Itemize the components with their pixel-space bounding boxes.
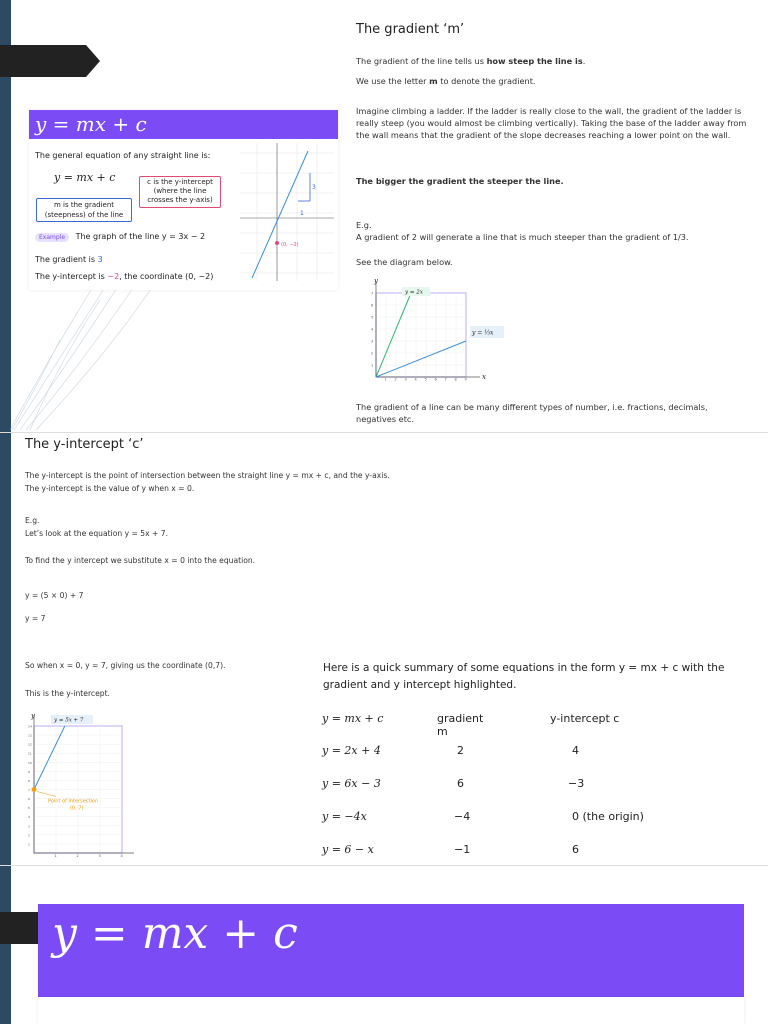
legend-steep: y = 2x [405, 289, 423, 296]
table-row [322, 810, 742, 826]
table-cell: 6 [572, 843, 579, 856]
table-row [322, 744, 742, 760]
example-pill: Example [35, 233, 69, 242]
slide-tag-arrow [0, 912, 38, 944]
y-tick-label: 6 [28, 797, 30, 802]
x-tick-label: 5 [424, 377, 427, 382]
y-tick-label: 3 [28, 824, 30, 829]
y-tick-label: 3 [371, 339, 374, 344]
x-tick-label: 1 [384, 377, 387, 382]
y-tick-label: 4 [371, 327, 374, 332]
y-tick-label: 1 [371, 363, 374, 368]
gradient-p3: Imagine climbing a ladder. If the ladder is really close to the wall, the gradient of the ladder is really steep (you would almost be climbing vertically). Taking the base of the ladder away from the wall means that the gradient of the slope decreases reaching a lower point on the wall. [356, 106, 747, 140]
gradient-explanation [350, 15, 750, 430]
y-axis-label: y [31, 713, 35, 720]
table-cell: 6 [457, 777, 464, 790]
table-header-row [322, 712, 742, 738]
plot-frame [376, 293, 466, 377]
slide-formula [0, 866, 768, 1024]
y-tick-label: 12 [28, 742, 32, 747]
gradient-p6: A gradient of 2 will generate a line that is much steeper than the gradient of 1/3. [356, 232, 689, 242]
yint-p2: E.g. [25, 516, 40, 525]
yint-p4: To find the y intercept we substitute x = 0 into the equation. [25, 556, 256, 565]
y-tick-label: 2 [371, 351, 374, 356]
equation-card [29, 110, 338, 290]
m-note-line2: (steepness) of the line [44, 211, 124, 219]
c-note-box [139, 176, 221, 208]
y-tick-label: 14 [28, 724, 32, 729]
legend-line: y = 5x + 7 [54, 717, 84, 724]
x-tick-label: 4 [120, 854, 123, 858]
table-cell: −1 [454, 843, 471, 856]
y-tick-label: 9 [28, 769, 30, 774]
x-tick-label: 6 [434, 377, 437, 382]
table-cell: −4 [454, 810, 471, 823]
gradient-p4: The bigger the gradient the steeper the line. [356, 176, 564, 186]
yint-value: −2 [107, 272, 120, 281]
gradient-p1: The gradient of the line tells us how steep the line is. [356, 56, 586, 66]
mini-step-vertical: 3 [312, 184, 316, 191]
example-text: The graph of the line y = 3x − 2 [75, 232, 206, 241]
y-tick-label: 1 [28, 842, 30, 847]
x-tick-label: 8 [454, 377, 457, 382]
gradient-p7: See the diagram below. [356, 257, 453, 267]
poi-label: Point of Intersection [48, 798, 99, 805]
yint-p5: y = (5 × 0) + 7 [25, 591, 84, 600]
table-header: y-intercept c [550, 712, 620, 725]
y-tick-label: 5 [28, 806, 30, 811]
table-cell: 4 [572, 744, 579, 757]
yint-p1: The y-intercept is the point of intersection between the straight line y = mx + c, and the y-axis. The y-intercept is the value of y when x = 0. [25, 471, 390, 493]
gradient-p5: E.g. [356, 220, 372, 230]
mini-graph [240, 143, 334, 281]
y-tick-label: 2 [28, 833, 30, 838]
intersection-arrow [37, 792, 56, 797]
card-header-formula: y = mx + c [29, 110, 338, 139]
table-cell: y = 6 − x [322, 843, 374, 856]
table-row [322, 777, 742, 793]
gradient-statement: The gradient is 3 [35, 255, 103, 264]
y-tick-label: 7 [371, 291, 374, 296]
table-cell: y = 2x + 4 [322, 744, 381, 757]
x-tick-label: 3 [404, 377, 407, 382]
series-line [34, 726, 65, 790]
table-row [322, 843, 742, 859]
x-tick-label: 2 [76, 854, 79, 858]
yint-p6: y = 7 [25, 614, 46, 623]
mini-step-horizontal: 1 [300, 210, 304, 217]
x-tick-label: 3 [98, 854, 101, 858]
general-equation-text: The general equation of any straight line is: [35, 151, 211, 160]
c-note-line2: (where the line [153, 187, 207, 195]
m-note-line1: m is the gradient [53, 201, 115, 209]
table-cell: y = −4x [322, 810, 367, 823]
y-tick-label: 11 [28, 751, 32, 756]
table-cell: 0 (the origin) [572, 810, 644, 823]
x-tick-label: 1 [54, 854, 57, 858]
y-tick-label: 7 [28, 788, 30, 792]
table-header: gradient m [437, 712, 484, 738]
y-tick-label: 10 [28, 760, 32, 765]
example-line [35, 232, 205, 242]
y-tick-label: 8 [28, 778, 30, 783]
y-intercept-chart [24, 713, 136, 861]
gradient-p8: The gradient of a line can be many different types of number, i.e. fractions, decimals, negatives etc. [356, 402, 708, 424]
y-intercept-title: The y-intercept ‘c’ [25, 437, 144, 452]
y-axis-label: y [374, 279, 378, 285]
slide-y-intercept [0, 433, 768, 865]
x-tick-label: 9 [464, 377, 467, 382]
yint-p7: So when x = 0, y = 7, giving us the coordinate (0,7). [25, 661, 226, 670]
gradient-p2: We use the letter m to denote the gradient. [356, 76, 536, 86]
c-note-line1: c is the y-intercept [147, 178, 213, 186]
table-cell: y = 6x − 3 [322, 777, 381, 790]
slide-left-bar [0, 866, 11, 1024]
x-tick-label: 7 [444, 377, 447, 382]
slide-tag-arrow [0, 45, 100, 77]
slide-left-bar [0, 433, 11, 865]
yint-p8: This is the y-intercept. [25, 689, 110, 698]
y-tick-label: 4 [28, 815, 30, 820]
m-note-box [36, 198, 132, 222]
formula-card-body [38, 997, 744, 1024]
formula-banner: y = mx + c [38, 904, 744, 997]
c-note-line3: crosses the y-axis) [147, 196, 213, 204]
x-tick-label: 4 [414, 377, 417, 382]
intersection-point [32, 787, 37, 792]
x-tick-label: 2 [394, 377, 397, 382]
gradient-value: 3 [97, 255, 103, 264]
y-tick-label: 6 [371, 303, 374, 308]
gradient-comparison-chart [362, 279, 522, 397]
mini-point-label: (0, −2) [281, 242, 299, 248]
series-line-shallow [376, 341, 466, 377]
yint-p3: Let’s look at the equation y = 5x + 7. [25, 529, 169, 538]
table-cell: 2 [457, 744, 464, 757]
summary-text: Here is a quick summary of some equations in the form y = mx + c with the gradient and y intercept highlighted. [323, 662, 725, 691]
y-tick-label: 13 [28, 733, 32, 738]
yint-statement: The y-intercept is −2, the coordinate (0, −2) [35, 272, 214, 281]
y-tick-label: 5 [371, 315, 374, 320]
gradient-title: The gradient ‘m’ [356, 22, 465, 37]
legend-shallow: y = ⅓x [472, 329, 494, 337]
slide-gradient [0, 0, 768, 432]
equation-display: y = mx + c [54, 171, 116, 184]
x-axis-label: x [482, 373, 486, 381]
table-header: y = mx + c [322, 712, 384, 725]
poi-coord: (0, 7) [70, 805, 84, 812]
table-cell: −3 [568, 777, 585, 790]
